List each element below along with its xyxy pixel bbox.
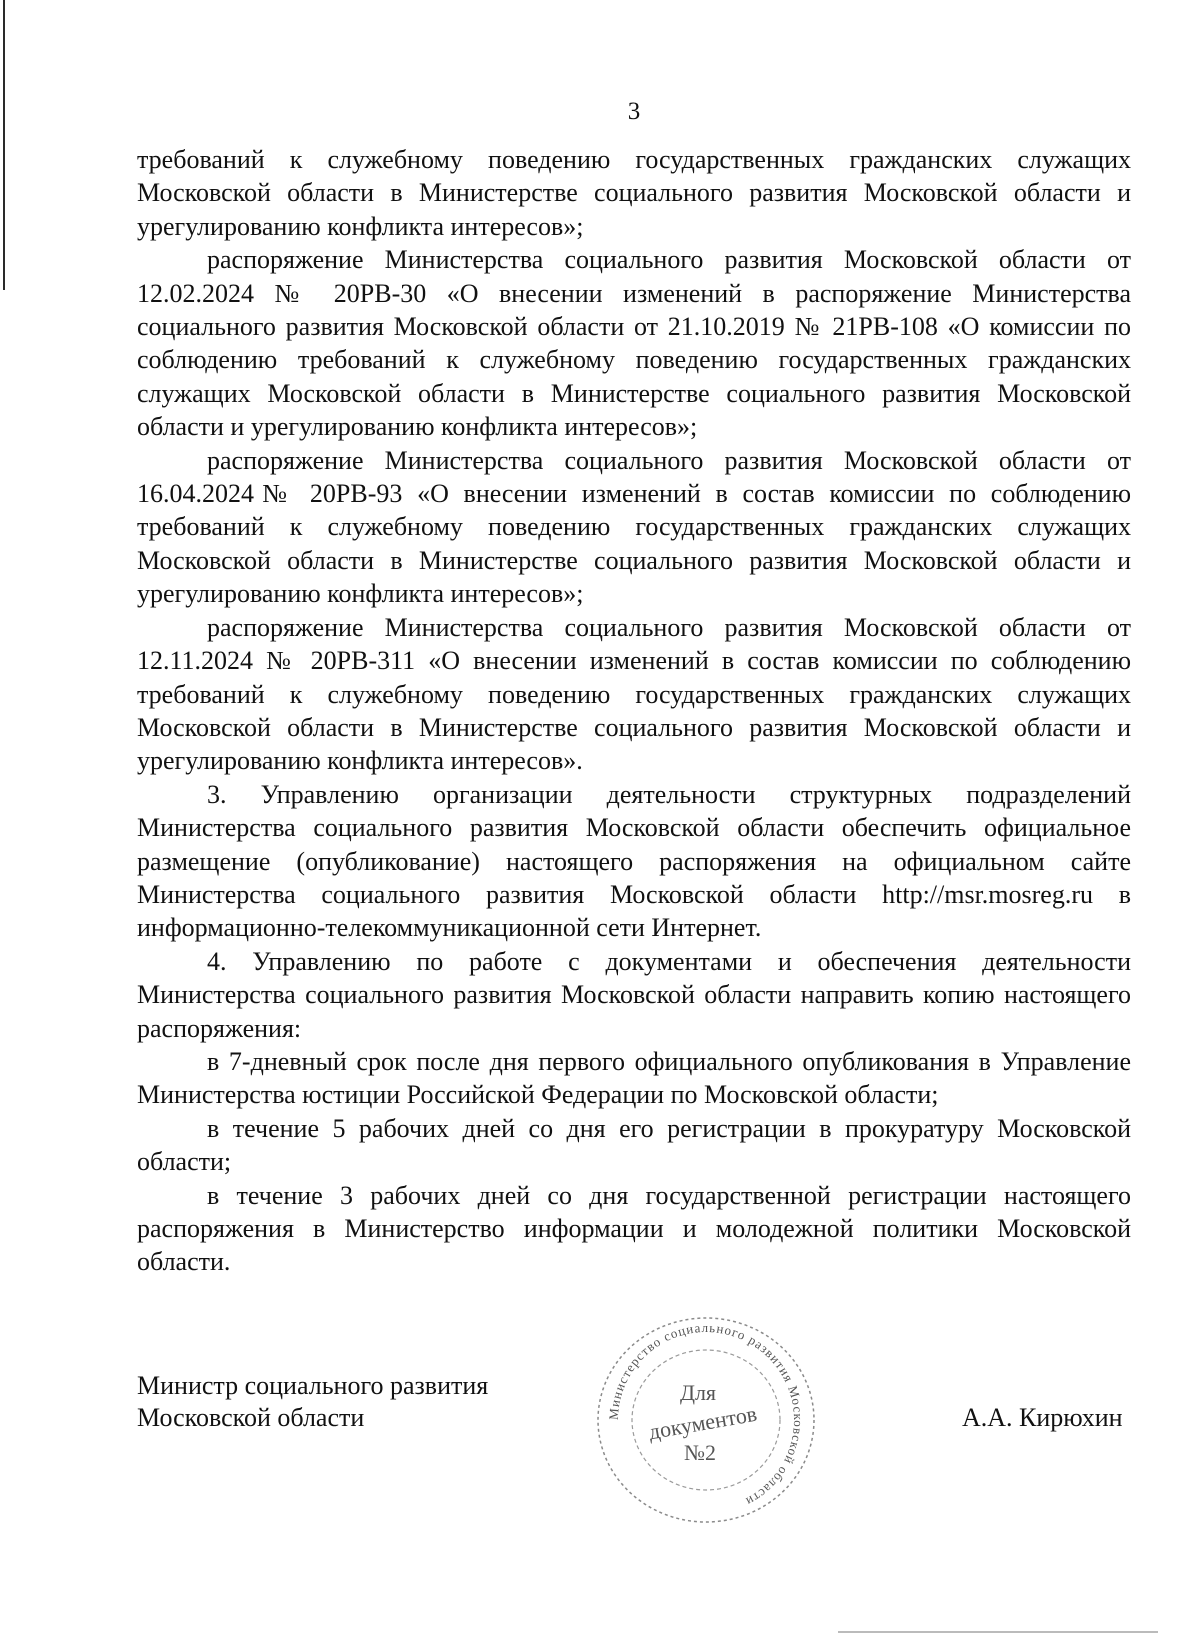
paragraph: требований к служебному поведению государственных гражданских служащих Московской области в Министерстве социального развития Московской области и урегулированию конфликта интересов»; [137, 145, 1131, 241]
paragraph: в течение 3 рабочих дней со дня государственной регистрации настоящего распоряжения в Министерство информации и молодежной политики Московской области. [137, 1180, 1131, 1277]
paragraph: 3. Управлению организации деятельности структурных подразделений Министерства социального развития Московской области обеспечить официальное размещение (опубликование) настоящего распоряжения на официальном сайте Министерства социального развития Московской области http://msr.mosreg.ru в информационно-телекоммуникационной сети Интернет. [137, 779, 1131, 943]
document-body [137, 143, 1131, 1279]
stamp-center-line: документов [646, 1400, 759, 1445]
stamp-center-line: №2 [684, 1440, 716, 1465]
signature-title-line: Московской области [137, 1403, 365, 1432]
stamp-center-line: Для [679, 1380, 717, 1405]
stamp-graphic [588, 1310, 824, 1530]
paragraph: в 7-дневный срок после дня первого официального опубликования в Управление Министерства юстиции Российской Федерации по Московской области; [137, 1046, 1131, 1110]
official-stamp [588, 1310, 824, 1530]
paragraph: распоряжение Министерства социального развития Московской области от 12.02.2024 № 20РВ-30 «О внесении изменений в распоряжение Министерства социального развития Московской области от 21.10.2019 № 21РВ-108 «О комиссии по соблюдению требований к служебному поведению государственных гражданских служащих Московской области в Министерстве социального развития Московской области и урегулированию конфликта интересов»; [137, 245, 1131, 442]
paragraph: 4. Управлению по работе с документами и обеспечения деятельности Министерства социального развития Московской области направить копию настоящего распоряжения: [137, 946, 1131, 1043]
scan-edge-line [3, 0, 5, 290]
paragraph: распоряжение Министерства социального развития Московской области от 12.11.2024 № 20РВ-311 «О внесении изменений в состав комиссии по соблюдению требований к служебному поведению государственных гражданских служащих Московской области в Министерстве социального развития Московской области и урегулированию конфликта интересов». [137, 612, 1131, 776]
stamp-ring-text: Министерство социального развития Московской области [605, 1319, 807, 1510]
scan-bottom-mark [838, 1631, 1158, 1633]
signatory-name: А.А. Кирюхин [962, 1403, 1123, 1432]
paragraph: в течение 5 рабочих дней со дня его регистрации в прокуратуру Московской области; [137, 1113, 1131, 1177]
signature-title-line: Министр социального развития [137, 1371, 489, 1400]
signature-title [137, 1370, 488, 1434]
page-number: 3 [627, 98, 641, 125]
paragraph: распоряжение Министерства социального развития Московской области от 16.04.2024№ 20РВ-93 «О внесении изменений в состав комиссии по соблюдению требований к служебному поведению государственных гражданских служащих Московской области в Министерстве социального развития Московской области и урегулированию конфликта интересов»; [137, 445, 1131, 609]
